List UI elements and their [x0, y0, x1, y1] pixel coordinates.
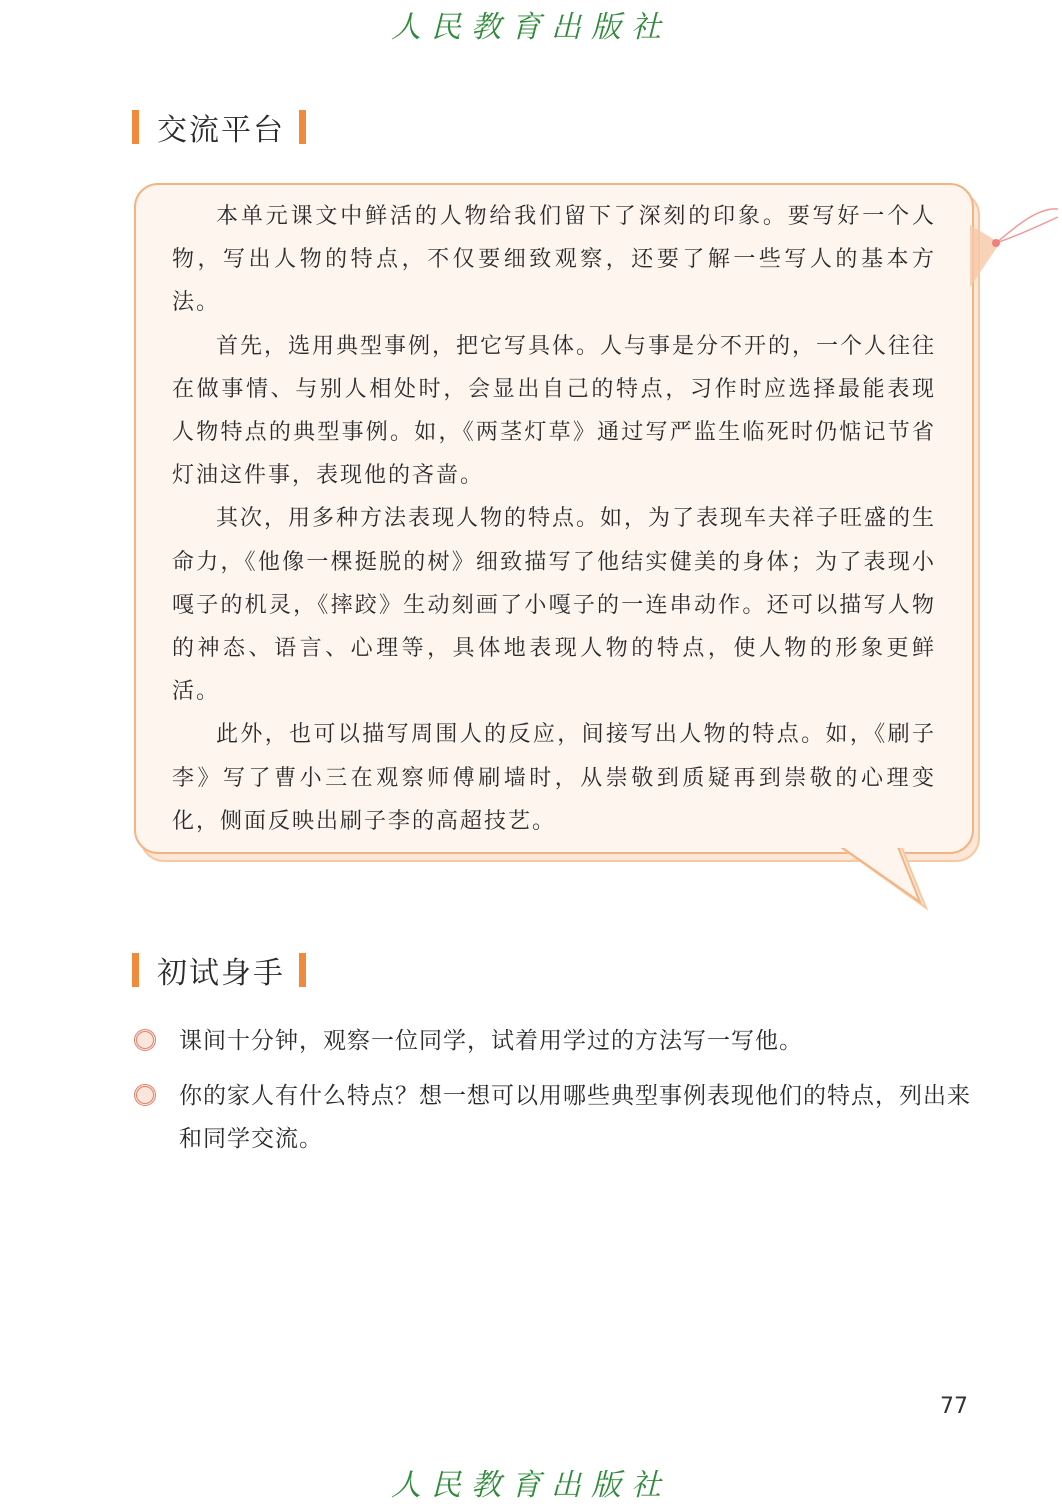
exchange-paragraph: 本单元课文中鲜活的人物给我们留下了深刻的印象。要写好一个人物，写出人物的特点，不仅要细致观察，还要了解一些写人的基本方法。 — [172, 204, 936, 316]
task-item — [134, 1020, 984, 1063]
publisher-logo-bottom: 人民教育出版社 — [391, 1468, 671, 1503]
heading-bar-left — [132, 953, 139, 987]
exchange-paragraph: 首先，选用典型事例，把它写具体。人与事是分不开的，一个人往往在做事情、与别人相处时，会显出自己的特点，习作时应选择最能表现人物特点的典型事例。如，《两茎灯草》通过写严监生临死时仍惦记节省灯油这件事，表现他的吝啬。 — [172, 333, 937, 489]
publisher-logo-top: 人民教育出版社 — [391, 10, 671, 45]
task-text: 课间十分钟，观察一位同学，试着用学过的方法写一写他。 — [179, 1028, 803, 1054]
seal-bullet-icon — [134, 1029, 156, 1051]
section-heading-exchange — [132, 107, 306, 147]
task-item — [134, 1075, 984, 1161]
heading-bar-right — [299, 110, 306, 144]
speech-bubble-tail — [830, 840, 940, 920]
page-number: 77 — [940, 1394, 968, 1419]
task-text: 你的家人有什么特点？想一想可以用哪些典型事例表现他们的特点，列出来和同学交流。 — [179, 1083, 971, 1152]
heading-title: 初试身手 — [157, 956, 285, 991]
heading-title: 交流平台 — [157, 113, 285, 148]
exchange-paragraph: 其次，用多种方法表现人物的特点。如，为了表现车夫祥子旺盛的生命力，《他像一棵挺脱的树》细致描写了他结实健美的身体；为了表现小嘎子的机灵，《摔跤》生动刻画了小嘎子的一连串动作。还可以描写人物的神态、语言、心理等，具体地表现人物的特点，使人物的形象更鲜活。 — [172, 506, 937, 705]
section-heading-try — [132, 950, 306, 990]
heading-bar-right — [299, 953, 306, 987]
seal-bullet-icon — [134, 1084, 156, 1106]
exchange-paragraph: 此外，也可以描写周围人的反应，间接写出人物的特点。如，《刷子李》写了曹小三在观察师傅刷墙时，从崇敬到质疑再到崇敬的心理变化，侧面反映出刷子李的高超技艺。 — [172, 722, 936, 834]
exchange-text — [172, 195, 936, 843]
ribbon-tassel-icon — [960, 195, 1060, 295]
heading-bar-left — [132, 110, 139, 144]
